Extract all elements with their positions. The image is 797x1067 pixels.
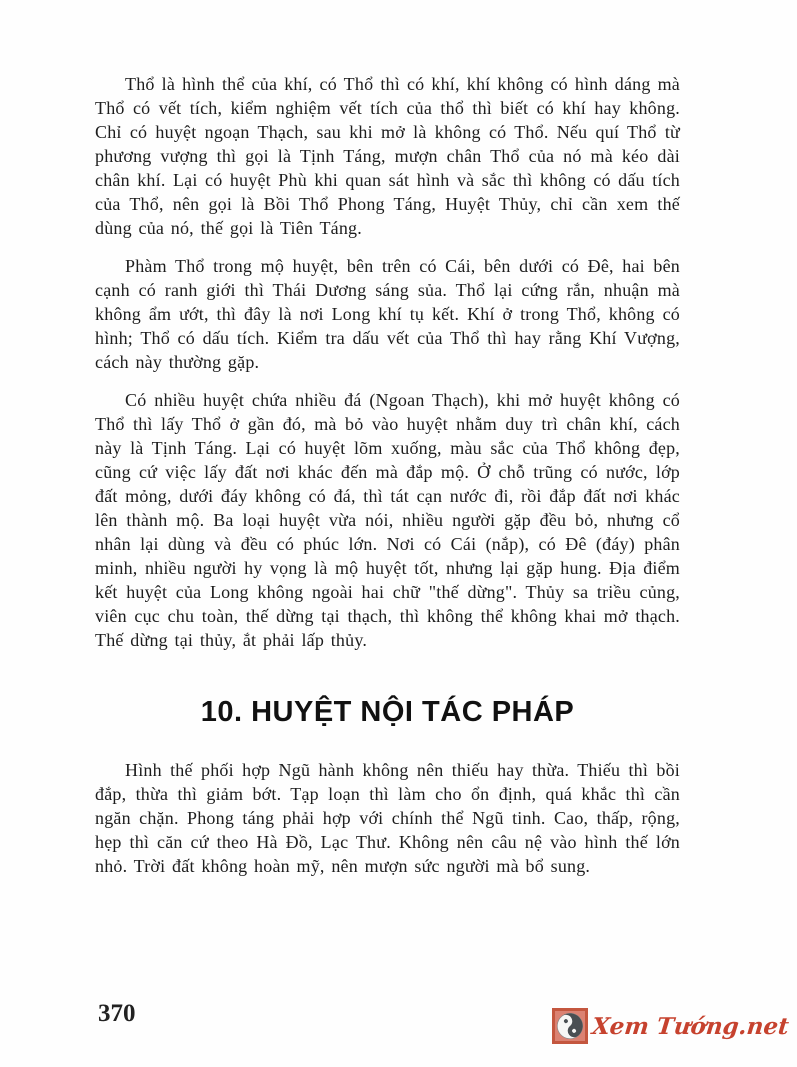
yin-yang-icon <box>552 1008 588 1044</box>
watermark <box>552 1008 789 1044</box>
page-text-block <box>95 72 680 892</box>
paragraph-2: Phàm Thổ trong mộ huyệt, bên trên có Cái, bên dưới có Đê, hai bên cạnh có ranh giới thì Thái Dương sáng sủa. Thổ lại cứng rắn, nhuận mà không ẩm ướt, thì đây là nơi Long khí tụ kết. Khí ở trong Thổ, không có hình; Thổ có dấu tích. Kiểm tra dấu vết của Thổ thì hay rằng Khí Vượng, cách này thường gặp. <box>95 256 680 372</box>
section-heading: 10. HUYỆT NỘI TÁC PHÁP <box>200 696 575 728</box>
watermark-brand-text: Xem Tướng.net <box>590 1012 791 1040</box>
paragraph-1: Thổ là hình thể của khí, có Thổ thì có khí, khí không có hình dáng mà Thổ có vết tích, kiểm nghiệm vết tích của thổ thì biết có khí hay không. Chỉ có huyệt ngoạn Thạch, sau khi mở là không có Thổ. Nếu quí Thổ từ phương vượng thì gọi là Tịnh Táng, mượn chân Thổ của nó mà kéo dài chân khí. Lại có huyệt Phù khi quan sát hình và sắc thì không có dấu tích của Thổ, nên gọi là Bồi Thổ Phong Táng, Huyệt Thủy, chỉ cần xem thế dùng của nó, thế gọi là Tiên Táng. <box>95 74 680 238</box>
paragraph-3: Có nhiều huyệt chứa nhiều đá (Ngoan Thạch), khi mở huyệt không có Thổ thì lấy Thổ ở gần đó, mà bỏ vào huyệt nhằm duy trì chân khí, cách này là Tịnh Táng. Lại có huyệt lõm xuống, màu sắc của Thổ không đẹp, cũng cứ việc lấy đất nơi khác đến mà đắp mộ. Ở chỗ trũng có nước, lớp đất mỏng, dưới đáy không có đá, thì tát cạn nước đi, rồi đắp đất nơi khác lên thành mộ. Ba loại huyệt vừa nói, nhiều người gặp đều bỏ, nhưng cổ nhân lại dùng và đều có phúc lớn. Nơi có Cái (nắp), có Đê (đáy) phân minh, nhiều người hy vọng là mộ huyệt tốt, nhưng lại gặp hung. Địa điểm kết huyệt của Long không ngoài hai chữ "thế dừng". Thủy sa triều củng, viên cục chu toàn, thế dừng tại thạch, thì không thể không khai mở thạch. Thế dừng tại thủy, ắt phải lấp thủy. <box>95 390 680 650</box>
paragraph-4: Hình thế phối hợp Ngũ hành không nên thiếu hay thừa. Thiếu thì bồi đắp, thừa thì giảm bớt. Tạp loạn thì làm cho ổn định, quá khắc thì cần ngăn chặn. Phong táng phải hợp với chính thể Ngũ tinh. Cao, thấp, rộng, hẹp thì căn cứ theo Hà Đồ, Lạc Thư. Không nên câu nệ vào hình thế lớn nhỏ. Trời đất không hoàn mỹ, nên mượn sức người mà bổ sung. <box>95 760 680 876</box>
page-number: 370 <box>98 1000 136 1027</box>
